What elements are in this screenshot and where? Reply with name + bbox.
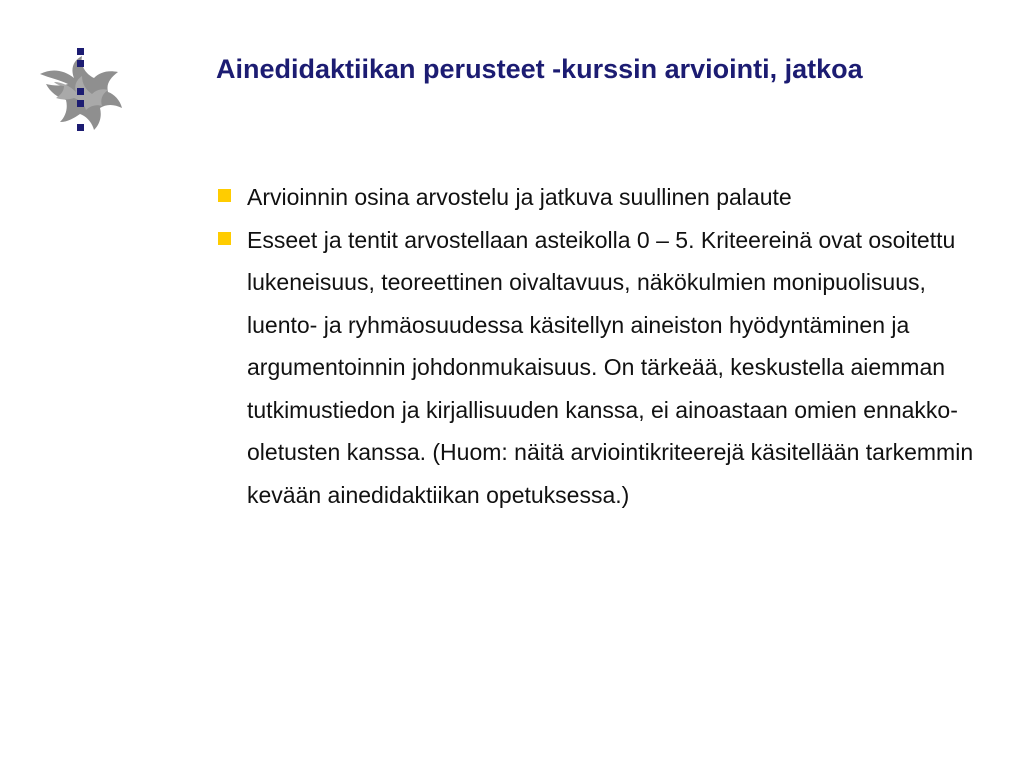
bullet-text: Esseet ja tentit arvostellaan asteikolla 0 – 5. Kriteereinä ovat osoitettu lukeneisuus, teoreettinen oivaltavuus, näkökulmien monipuolisuus, luento- ja ryhmäosuudessa käsitellyn aineiston hyödyntäminen ja argumentoinnin johdonmukaisuus. On tärkeää, keskustella aiemman tutkimustiedon ja kirjallisuuden kanssa, ei ainoastaan omien ennakko-oletusten kanssa. (Huom: näitä arviointikriteerejä käsitellään tarkemmin kevään ainedidaktiikan opetuksessa.) (247, 226, 974, 508)
helsinki-flame-logo-icon (34, 48, 130, 138)
bullet-item (216, 219, 976, 517)
slide-title: Ainedidaktiikan perusteet -kurssin arviointi, jatkoa (216, 54, 863, 84)
square-bullet-icon (218, 189, 231, 202)
bullet-list (216, 176, 976, 516)
square-bullet-icon (218, 232, 231, 245)
bullet-item (216, 176, 976, 219)
bullet-text: Arvioinnin osina arvostelu ja jatkuva suullinen palaute (247, 184, 792, 210)
